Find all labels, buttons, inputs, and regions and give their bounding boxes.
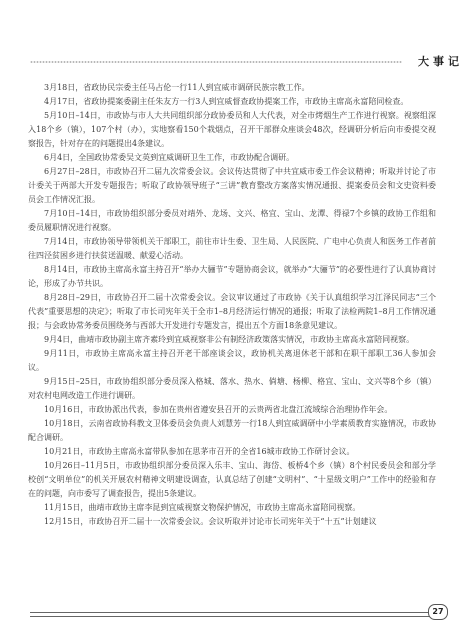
- running-header: [0, 52, 475, 72]
- entry-paragraph: 8月28日–29日，市政协召开二届十次常委会议。会议审议通过了市政协《关于认真组织学习江泽民同志“三个代表”重要思想的决定》；听取了市长司宪年关于全市1–8月经济运行情况的通报；听取了法检两院1–8月工作情况通报；与会政协常务委员围绕务与西部大开发进行专题发言，提出五个方面18条意见建议。: [28, 293, 436, 330]
- entry-paragraph: 11月15日，曲靖市政协主席李昆到宜威视察文物保护情况，市政协主席高永富陪同视察。: [44, 503, 361, 512]
- entry-paragraph: 9月15日–25日，市政协组织部分委员深入格城、落水、热水、倘塘、杨柳、格宜、宝山、文兴等8个乡（镇）对农村电网改造工作进行调研。: [28, 377, 436, 400]
- entry-paragraph: 6月27日–28日，市政协召开二届九次常委会议。会议传达贯彻了中共宜威市委工作会议精神；听取并讨论了市计委关于两部大开发专题报告；听取了政协领导班子“三讲”教育整改方案落实情况通报、提案委员会和文史资料委员会工作情况汇报。: [28, 167, 436, 204]
- entry-paragraph: 6月4日，全国政协常委吴文英到宜威调研卫生工作，市政协配合调研。: [44, 153, 295, 162]
- entry-paragraph: 5月10日–14日，市政协与市人大共同组织部分政协委员和人大代表，对全市烤烟生产工作进行视察。视察组深入18个乡（镇），107个村（办），实地察看150个栽烟点，召开干部群众座谈会48次，经调研分析后向市委提交视察报告，针对存在的问题提出4条建议。: [28, 111, 436, 148]
- page-number: 27: [428, 604, 448, 620]
- entry-paragraph: 10月16日，市政协派出代表，参加在贵州省遵安县召开的云贵两省北盘江流域综合治理协作年会。: [44, 405, 393, 414]
- chronicle-body: [28, 81, 436, 529]
- entry-paragraph: 8月14日，市政协主席高永富主持召开“举办大骊节”专题协商会议，就举办“大骊节”的必要性进行了认真协商讨论，形成了办节共识。: [28, 265, 436, 288]
- entry-paragraph: 9月11日，市政协主席高永富主持召开老干部座谈会议，政协机关离退休老干部和在职干部职工36人参加会议。: [28, 349, 436, 372]
- entry-paragraph: 9月4日，曲靖市政协副主席齐素玲到宜威视察非公有制经济政策落实情况，市政协主席高永富陪同视察。: [44, 335, 415, 344]
- section-title: 大事记: [418, 55, 463, 68]
- entry-paragraph: 10月18日，云南省政协科教文卫体委员会负责人刘慧芳一行18人到宜威调研中小学素质教育实施情况，市政协配合调研。: [28, 419, 436, 442]
- entry-paragraph: 7月10日–14日，市政协组织部分委员对靖外、龙场、文兴、格宜、宝山、龙潭、得禄7个乡镇的政协工作组和委员履职情况进行视察。: [28, 209, 436, 232]
- entry-paragraph: 4月17日，省政协提案委副主任朱友方一行3人到宜威督查政协提案工作，市政协主席高永富陪同检查。: [44, 97, 409, 106]
- entry-paragraph: 10月21日，市政协主席高永富带队参加在思茅市召开的全省16城市政协工作研讨会议。: [44, 447, 355, 456]
- entry-paragraph: 7月14日，市政协领导带领机关干部职工，前往市计生委、卫生局、人民医院、广电中心负责人和医务工作者前往四泾贫困乡进行扶贫送温暖、献爱心活动。: [28, 237, 436, 260]
- entry-paragraph: 3月18日，省政协民宗委主任马占伦一行11人到宜威市调研民族宗教工作。: [44, 83, 310, 92]
- header-dotted-rule: [30, 60, 402, 64]
- entry-paragraph: 12月15日，市政协召开二届十一次常委会议。会议听取并讨论市长司宪年关于“十五”计划建议: [44, 517, 377, 526]
- footer-double-rule: [30, 612, 440, 617]
- entry-paragraph: 10月26日–11月5日，市政协组织部分委员深入乐丰、宝山、海岱、板桥4个乡（镇）8个村民委员会和部分学校创“文明单位”的机关开展农村精神文明建设调查，认真总结了创建“文明村”、“十星级文明户”工作中的经验和存在的问题，向市委写了调查报告，提出5条建议。: [28, 461, 436, 498]
